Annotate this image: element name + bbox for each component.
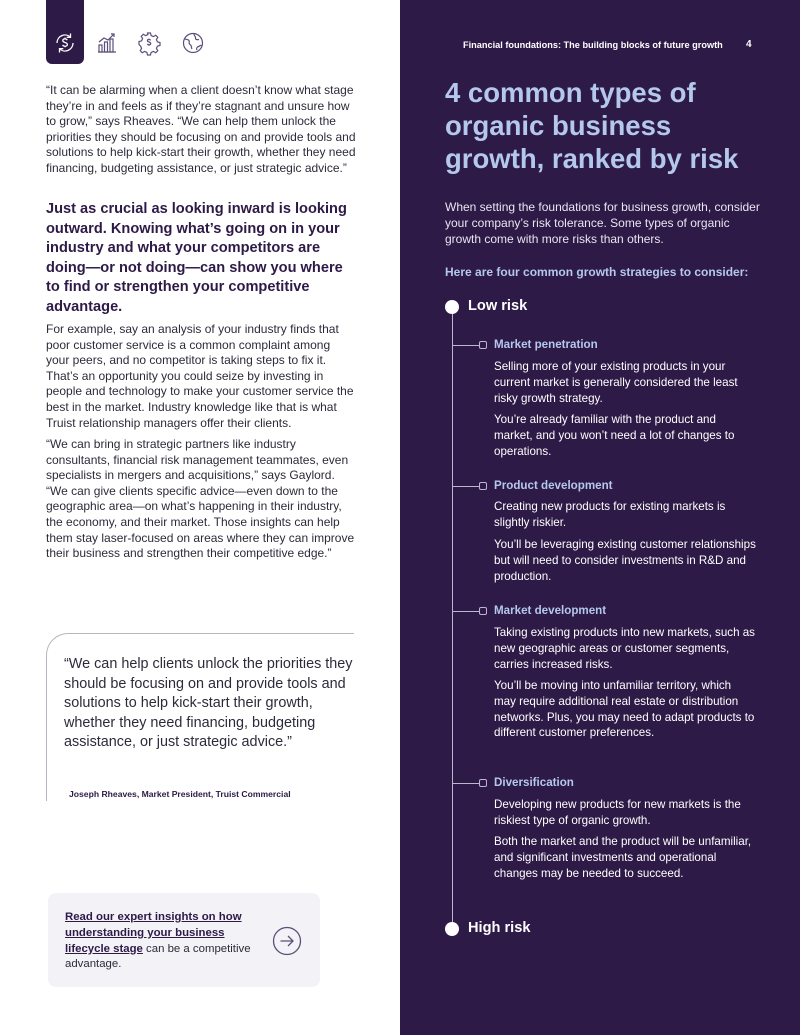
strategies-subhead: Here are four common growth strategies to consider: — [445, 265, 749, 279]
connector-line — [453, 345, 480, 346]
risk-axis-line — [452, 307, 453, 929]
callout-text — [65, 910, 265, 973]
strategy-name-diversification: Diversification — [494, 776, 574, 789]
intro-paragraph: When setting the foundations for business growth, consider your company’s risk tolerance. Some types of organic growth come with more risks than others. — [445, 200, 760, 246]
strategy-description: Developing new products for new markets is the riskiest type of organic growth. — [494, 798, 741, 827]
page-number: 4 — [746, 39, 752, 50]
connector-knob — [479, 779, 487, 787]
strategy-name-market-penetration: Market penetration — [494, 338, 598, 351]
low-risk-label: Low risk — [468, 298, 528, 314]
strategy-detail: You’re already familiar with the product and market, and you won’t need a lot of changes to operations. — [494, 413, 735, 458]
arrow-right-circle-icon[interactable] — [272, 926, 302, 956]
strategy-detail: You’ll be leveraging existing customer relationships but will need to consider investments in R&D and production. — [494, 538, 756, 583]
connector-line — [453, 611, 480, 612]
body-paragraph-1: “It can be alarming when a client doesn’t know what stage they’re in and feels as if they’re stagnant and unsure how to grow,” says Rheaves. “We can help them unlock the priorities they should be focusing on and provide tools and solutions to help kick-start their growth, whether they need financing, budgeting assistance, or just strategic advice.” — [46, 83, 356, 175]
connector-knob — [479, 482, 487, 490]
strategy-name-market-development: Market development — [494, 604, 607, 617]
callout-rest-text: can be a competitive advantage. — [65, 942, 251, 971]
high-risk-marker — [445, 922, 459, 936]
insights-callout[interactable] — [48, 893, 320, 987]
pull-quote-author: Joseph Rheaves, Market President, Truist Commercial — [69, 789, 291, 799]
strategy-name-product-development: Product development — [494, 479, 613, 492]
strategy-description: Creating new products for existing markets is slightly riskier. — [494, 500, 726, 529]
connector-knob — [479, 341, 487, 349]
strategy-description: Selling more of your existing products in your current market is generally considered the least risky growth strategy. — [494, 360, 738, 405]
running-head: Financial foundations: The building blocks of future growth — [463, 40, 723, 50]
insights-link[interactable]: Read our expert insights on how understanding your business lifecycle stage — [65, 911, 242, 955]
strategy-detail: Both the market and the product will be unfamiliar, and significant investments and operational changes may be needed to succeed. — [494, 835, 752, 880]
high-risk-label: High risk — [468, 920, 531, 936]
connector-line — [453, 783, 480, 784]
section-title: 4 common types of organic business growth, ranked by risk — [445, 77, 739, 174]
body-paragraph-3: “We can bring in strategic partners like industry consultants, financial risk management teammates, even specialists in mergers and acquisitions,” says Gaylord. “We can give clients specific advice—even down to the geographic area—on what’s happening in their industry, the economy, and their market. Those insights can help them stay laser-focused on areas where they can improve their business and strengthen their competitive edge.” — [46, 437, 355, 561]
low-risk-marker — [445, 300, 459, 314]
gear-dollar-icon[interactable] — [136, 30, 162, 56]
growth-chart-icon[interactable] — [94, 30, 120, 56]
pull-quote-text: “We can help clients unlock the priorities they should be focusing on and provide tools and solutions to help kick-start their growth, whether they need financing, budgeting assistance, or just strategic advice.” — [64, 656, 353, 751]
connector-line — [453, 486, 480, 487]
dollar-cycle-icon[interactable] — [52, 30, 78, 56]
lead-statement: Just as crucial as looking inward is looking outward. Knowing what’s going on in your industry and what your competitors are doing—or not doing—can show you where to find or strengthen your competitive advantage. — [46, 201, 347, 315]
body-paragraph-2: For example, say an analysis of your industry finds that poor customer service is a common complaint among your peers, and no competitor is taking steps to fix it. That’s an opportunity you could seize by investing in people and technology to make your customer service the best in the market. Industry knowledge like that is what Truist relationship managers offer their clients. — [46, 322, 354, 430]
connector-knob — [479, 607, 487, 615]
strategy-detail: You’ll be moving into unfamiliar territory, which may require additional real estate or distribution networks. Plus, you may need to adapt products to different customer preferences. — [494, 679, 755, 740]
strategy-description: Taking existing products into new markets, such as new geographic areas or customer segments, carries increased risks. — [494, 626, 755, 671]
globe-icon[interactable] — [180, 30, 206, 56]
